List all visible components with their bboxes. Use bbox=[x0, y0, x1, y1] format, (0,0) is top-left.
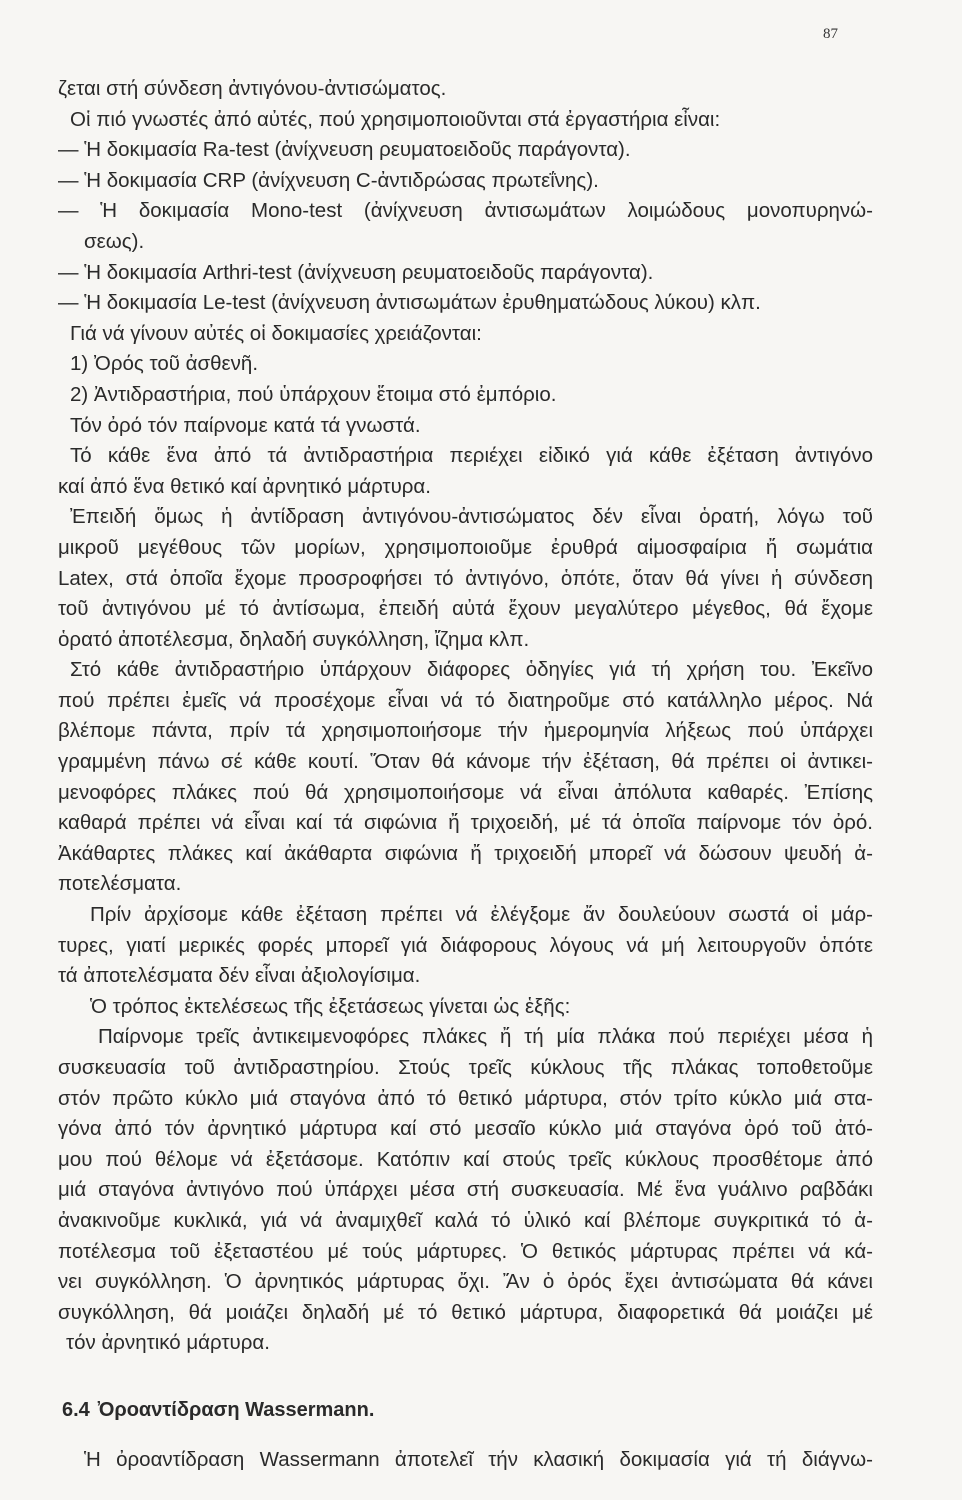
spacer bbox=[58, 1359, 873, 1395]
text-line: τά ἀποτελέσματα δέν εἶναι ἀξιολογίσιμα. bbox=[58, 964, 421, 988]
text-line: τόν ἀρνητικό μάρτυρα. bbox=[66, 1331, 270, 1355]
text-line: συγκόλληση, θά μοιάζει δηλαδή μέ τό θετικό μάρτυρα, διαφορετικά θά μοιάζει μέ bbox=[58, 1300, 873, 1324]
text-line: ὁρατό ἀποτέλεσμα, δηλαδή συγκόλληση, ἴζημα κλπ. bbox=[58, 627, 530, 651]
text-line: ποτέλεσμα τοῦ ἐξεταστέου μέ τούς μάρτυρες. Ὁ θετικός μάρτυρας πρέπει νά κά- bbox=[58, 1239, 873, 1263]
text-line: γόνα ἀπό τόν ἀρνητικό μάρτυρα καί στό μεσαῖο κύκλο μιά σταγόνα ὀρό τοῦ ἀτό- bbox=[58, 1117, 873, 1141]
page-body bbox=[58, 74, 873, 1476]
numbered-item: 1) Ὀρός τοῦ ἀσθενῆ. bbox=[70, 352, 259, 376]
text-line: βλέπομε πάντα, πρίν τά χρησιμοποιήσομε τήν ἡμερομηνία λήξεως πού ὑπάρχει bbox=[58, 719, 873, 743]
section-heading bbox=[58, 1395, 873, 1425]
section-number: 6.4 bbox=[62, 1398, 90, 1421]
text-line: καί ἀπό ἕνα θετικό καί ἀρνητικό μάρτυρα. bbox=[58, 474, 431, 498]
list-item-continuation: σεως). bbox=[84, 229, 145, 253]
text-line: μου πού θέλομε νά ἐξετάσομε. Κατόπιν καί στούς τρεῖς κύκλους προσθέτομε ἀπό bbox=[58, 1147, 873, 1171]
text-line: γραμμένη πάνω σέ κάθε κουτί. Ὅταν θά κάνομε τήν ἐξέταση, θά πρέπει οἱ ἀντικει- bbox=[58, 750, 873, 774]
text-line: ἀνακινοῦμε κυκλικά, γιά νά ἀναμιχθεῖ καλά τό ὑλικό καί βλέπομε συγκριτικά τό ἀ- bbox=[58, 1208, 873, 1232]
list-item: — Ἡ δοκιμασία Le-test (ἀνίχνευση ἀντισωμάτων ἐρυθηματώδους λύκου) κλπ. bbox=[58, 291, 761, 315]
text-line: μικροῦ μεγέθους τῶν μορίων, χρησιμοποιοῦμε ἐρυθρά αἱμοσφαίρια ἤ σωμάτια bbox=[58, 535, 873, 559]
text-line: Γιά νά γίνουν αὐτές οἱ δοκιμασίες χρειάζονται: bbox=[70, 321, 482, 345]
text-line: Τόν ὀρό τόν παίρνομε κατά τά γνωστά. bbox=[70, 413, 421, 437]
text-line: συσκευασία τοῦ ἀντιδραστηρίου. Στούς τρεῖς κύκλους τῆς πλάκας τοποθετοῦμε bbox=[58, 1056, 873, 1079]
text-line: Ἡ ὀροαντίδραση Wassermann ἀποτελεῖ τήν κλασική δοκιμασία γιά τή διάγνω- bbox=[84, 1447, 873, 1471]
text-line: στόν πρῶτο κύκλο μιά σταγόνα ἀπό τό θετικό μάρτυρα, στόν τρίτο κύκλο μιά στα- bbox=[58, 1086, 873, 1110]
text-line: καθαρά πρέπει νά εἶναι καί τά σιφώνια ἤ τριχοειδή, μέ τά ὁποῖα παίρνομε τόν ὀρό. bbox=[58, 811, 873, 835]
spacer bbox=[58, 1425, 873, 1445]
text-line: Οἱ πιό γνωστές ἀπό αὐτές, πού χρησιμοποιοῦνται στά ἐργαστήρια εἶναι: bbox=[70, 107, 721, 131]
text-line: ζεται στή σύνδεση ἀντιγόνου-ἀντισώματος. bbox=[58, 77, 447, 100]
text-line: Latex, στά ὁποῖα ἔχομε προσροφήσει τό ἀντιγόνο, ὁπότε, ὅταν θά γίνει ἡ σύνδεση bbox=[58, 566, 873, 590]
text-line: μενοφόρες πλάκες πού θά χρησιμοποιήσομε νά εἶναι ἀπόλυτα καθαρές. Ἐπίσης bbox=[58, 780, 873, 804]
text-line: Παίρνομε τρεῖς ἀντικειμενοφόρες πλάκες ἤ τή μία πλάκα πού περιέχει μέσα ἡ bbox=[98, 1025, 873, 1049]
page-number: 87 bbox=[823, 26, 838, 42]
text-line: τυρες, γιατί μερικές φορές μπορεῖ γιά διάφορους λόγους νά μή λειτουργοῦν ὁπότε bbox=[58, 933, 873, 957]
list-item: — Ἡ δοκιμασία CRP (ἀνίχνευση C-ἀντιδρώσας πρωτεΐνης). bbox=[58, 168, 599, 192]
list-item: — Ἡ δοκιμασία Mono-test (ἀνίχνευση ἀντισωμάτων λοιμώδους μονοπυρηνώ- bbox=[58, 199, 873, 223]
numbered-item: 2) Ἀντιδραστήρια, πού ὑπάρχουν ἕτοιμα στό ἐμπόριο. bbox=[70, 382, 557, 406]
text-line: πού πρέπει ἐμεῖς νά προσέχομε εἶναι νά τό διατηροῦμε στό κατάλληλο μέρος. Νά bbox=[58, 688, 873, 712]
text-line: νει συγκόλληση. Ὁ ἀρνητικός μάρτυρας ὄχι. Ἄν ὁ ὀρός ἔχει ἀντισώματα θά κάνει bbox=[58, 1270, 873, 1294]
text-line: τοῦ ἀντιγόνου μέ τό ἀντίσωμα, ἐπειδή αὐτά ἔχουν μεγαλύτερο μέγεθος, θά ἔχομε bbox=[58, 597, 873, 621]
list-item: — Ἡ δοκιμασία Ra-test (ἀνίχνευση ρευματοειδοῦς παράγοντα). bbox=[58, 138, 631, 162]
text-line: Στό κάθε ἀντιδραστήριο ὑπάρχουν διάφορες ὁδηγίες γιά τή χρήση του. Ἐκεῖνο bbox=[70, 658, 873, 682]
text-line: Τό κάθε ἕνα ἀπό τά ἀντιδραστήρια περιέχει εἰδικό γιά κάθε ἐξέταση ἀντιγόνο bbox=[70, 444, 873, 468]
text-line: Ἀκάθαρτες πλάκες καί ἀκάθαρτα σιφώνια ἤ τριχοειδή μπορεῖ νά δώσουν ψευδή ἀ- bbox=[58, 841, 873, 865]
section-title: Ὀροαντίδραση Wassermann. bbox=[97, 1398, 375, 1421]
text-line: Ὁ τρόπος ἐκτελέσεως τῆς ἐξετάσεως γίνεται ὡς ἑξῆς: bbox=[90, 994, 571, 1018]
list-item: — Ἡ δοκιμασία Arthri-test (ἀνίχνευση ρευματοειδοῦς παράγοντα). bbox=[58, 260, 654, 284]
text-line: ποτελέσματα. bbox=[58, 872, 182, 896]
text-line: μιά σταγόνα ἀντιγόνο πού ὑπάρχει μέσα στή συσκευασία. Μέ ἕνα γυάλινο ραβδάκι bbox=[58, 1178, 873, 1202]
text-line: Ἐπειδή ὅμως ἡ ἀντίδραση ἀντιγόνου-ἀντισώματος δέν εἶναι ὁρατή, λόγω τοῦ bbox=[70, 505, 873, 529]
text-line: Πρίν ἀρχίσομε κάθε ἐξέταση πρέπει νά ἐλέγξομε ἄν δουλεύουν σωστά οἱ μάρ- bbox=[90, 903, 873, 927]
